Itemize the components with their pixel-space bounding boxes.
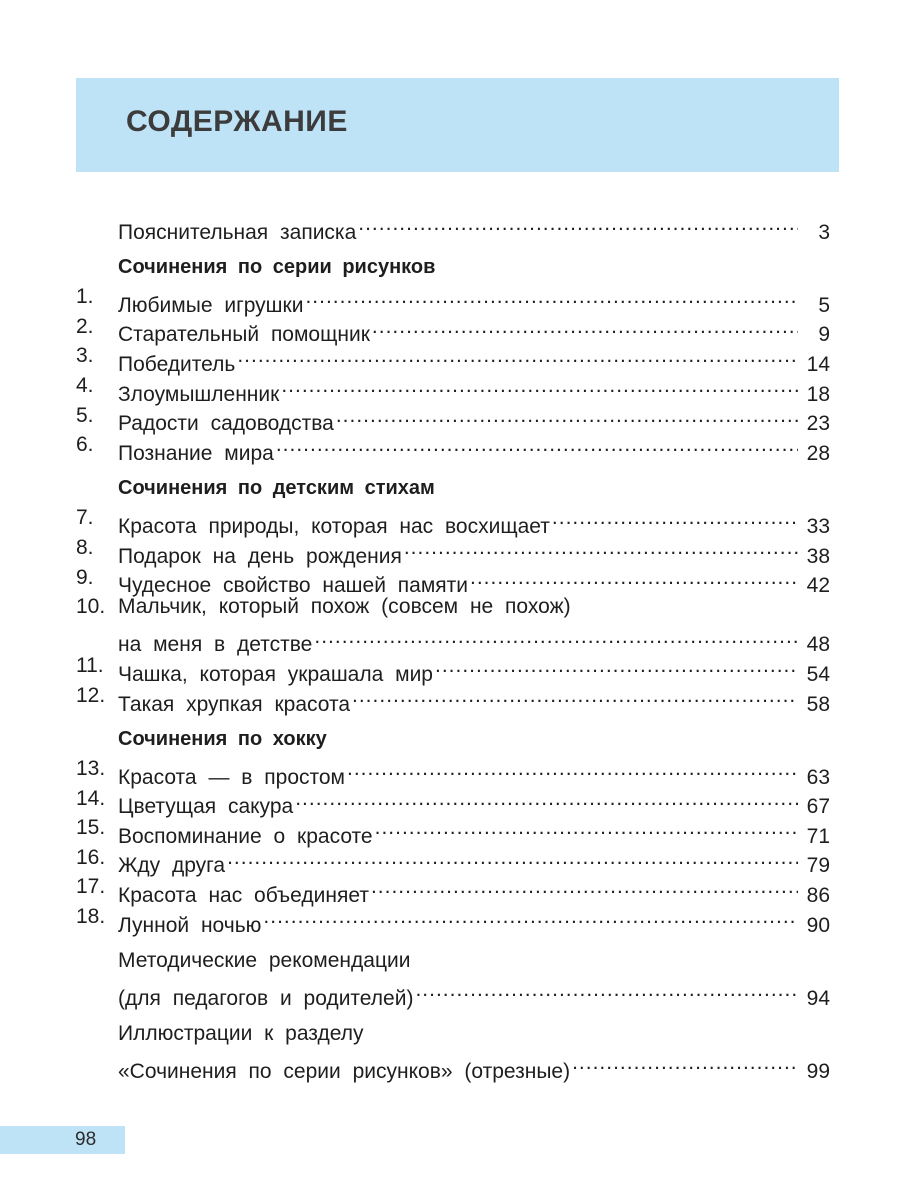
entry-page: 99 <box>806 1060 830 1084</box>
dot-leader <box>402 533 798 563</box>
entry-title: Пояснительная записка <box>118 220 357 244</box>
entry-title: Красота — в простом <box>118 765 345 789</box>
dot-leader <box>279 371 798 401</box>
entry-page: 90 <box>806 913 830 937</box>
entry-page: 42 <box>806 574 830 598</box>
entry-title: Познание мира <box>118 441 274 465</box>
entry-number: 12. <box>76 683 106 707</box>
page-number: 98 <box>75 1129 97 1150</box>
entry-page: 86 <box>806 884 830 908</box>
entry-page: 38 <box>806 544 830 568</box>
entry-title-line2: на меня в детстве <box>118 633 313 657</box>
entry-number: 16. <box>76 845 106 869</box>
dot-leader <box>373 813 798 843</box>
entry-title: Лунной ночью <box>118 913 262 937</box>
entry-number: 17. <box>76 875 106 899</box>
entry-number: 14. <box>76 786 106 810</box>
dot-leader <box>369 872 798 902</box>
dot-leader <box>274 430 798 460</box>
dot-leader <box>370 312 798 342</box>
entry-number: 11. <box>76 654 104 678</box>
toc-entry[interactable] <box>76 503 830 538</box>
entry-page: 79 <box>806 854 830 878</box>
dot-leader <box>570 1048 798 1078</box>
dot-leader <box>345 754 798 784</box>
entry-title: Такая хрупкая красота <box>118 692 351 716</box>
dot-leader <box>261 902 798 932</box>
entry-title: Чашка, которая украшала мир <box>118 662 433 686</box>
dot-leader <box>413 975 798 1005</box>
page-number-box <box>0 1126 125 1154</box>
entry-page: 94 <box>806 986 830 1010</box>
toc-entry-continuation[interactable] <box>76 1048 830 1084</box>
entry-title: Воспоминание о красоте <box>118 824 373 848</box>
entry-number: 5. <box>76 403 94 427</box>
entry-title-line2: (для педагогов и родителей) <box>118 986 414 1010</box>
table-of-contents <box>76 209 830 1084</box>
entry-number: 6. <box>76 433 94 457</box>
section-title: Сочинения по детским стихам <box>118 476 435 499</box>
toc-entry[interactable] <box>76 813 830 848</box>
toc-entry[interactable] <box>76 563 830 598</box>
dot-leader <box>312 622 798 652</box>
entry-title-line1: Иллюстрации к разделу <box>118 1021 364 1045</box>
toc-entry[interactable] <box>76 371 830 406</box>
entry-page: 18 <box>806 382 830 406</box>
toc-entry-continuation[interactable] <box>76 975 830 1010</box>
section-heading-poems <box>76 474 830 504</box>
page-title: СОДЕРЖАНИЕ <box>126 105 348 138</box>
dot-leader <box>350 681 798 711</box>
dot-leader <box>293 784 798 814</box>
entry-page: 63 <box>806 765 830 789</box>
toc-entry[interactable] <box>76 902 830 937</box>
entry-page: 14 <box>806 352 830 376</box>
dot-leader <box>468 563 798 593</box>
toc-entry[interactable] <box>76 533 830 568</box>
entry-title: Жду друга <box>118 854 226 878</box>
toc-entry-methods[interactable] <box>76 946 830 976</box>
entry-page: 48 <box>806 633 830 657</box>
toc-entry[interactable] <box>76 282 830 317</box>
toc-entry-intro[interactable] <box>76 209 830 244</box>
toc-entry[interactable] <box>76 430 830 465</box>
entry-page: 58 <box>806 692 830 716</box>
entry-title: Любимые игрушки <box>118 293 304 317</box>
dot-leader <box>433 651 798 681</box>
entry-page: 9 <box>818 323 830 347</box>
entry-title: Победитель <box>118 352 236 376</box>
section-title: Сочинения по хокку <box>118 727 327 750</box>
toc-entry-illustrations[interactable] <box>76 1019 830 1049</box>
toc-entry-multiline[interactable] <box>76 592 830 622</box>
entry-number: 13. <box>76 757 106 781</box>
toc-entry[interactable] <box>76 401 830 436</box>
entry-number: 4. <box>76 373 94 397</box>
entry-title-line1: Мальчик, который похож (совсем не похож) <box>118 595 571 619</box>
dot-leader <box>550 503 798 533</box>
entry-number: 15. <box>76 816 106 840</box>
entry-number: 18. <box>76 905 106 929</box>
entry-number: 9. <box>76 565 94 589</box>
dot-leader <box>303 282 798 312</box>
toc-entry[interactable] <box>76 681 830 716</box>
entry-number: 2. <box>76 314 94 338</box>
header-banner <box>76 78 839 172</box>
entry-title: Красота нас объединяет <box>118 884 369 908</box>
toc-entry[interactable] <box>76 784 830 819</box>
entry-number: 3. <box>76 344 94 368</box>
entry-title: Старательный помощник <box>118 323 370 347</box>
dot-leader <box>334 401 798 431</box>
section-heading-haiku <box>76 725 830 755</box>
entry-page: 3 <box>818 220 830 244</box>
entry-number: 10. <box>76 595 106 619</box>
dot-leader <box>235 341 798 371</box>
entry-number: 8. <box>76 535 94 559</box>
entry-page: 28 <box>806 441 830 465</box>
toc-entry[interactable] <box>76 341 830 376</box>
toc-entry[interactable] <box>76 872 830 908</box>
entry-title: Чудесное свойство нашей памяти <box>118 574 468 598</box>
entry-page: 23 <box>806 412 830 436</box>
entry-title: Цветущая сакура <box>118 795 294 819</box>
entry-title: Злоумышленник <box>118 382 280 406</box>
section-heading-series <box>76 253 830 283</box>
toc-entry[interactable] <box>76 312 830 347</box>
entry-number: 1. <box>76 285 94 309</box>
entry-title: Подарок на день рождения <box>118 544 402 568</box>
toc-entry[interactable] <box>76 843 830 878</box>
dot-leader <box>356 209 798 239</box>
toc-entry[interactable] <box>76 754 830 789</box>
entry-title-line1: Методические рекомендации <box>118 948 411 972</box>
toc-entry[interactable] <box>76 651 830 686</box>
entry-title: Радости садоводства <box>118 412 334 436</box>
entry-page: 54 <box>806 662 830 686</box>
dot-leader <box>225 843 798 873</box>
entry-page: 5 <box>818 293 830 317</box>
toc-entry-continuation[interactable] <box>76 622 830 657</box>
entry-title-line2: «Сочинения по серии рисунков» (отрезные) <box>118 1060 571 1084</box>
entry-number: 7. <box>76 506 94 530</box>
entry-page: 71 <box>806 824 830 848</box>
entry-title: Красота природы, которая нас восхищает <box>118 514 550 538</box>
entry-page: 33 <box>806 514 830 538</box>
section-title: Сочинения по серии рисунков <box>118 255 436 278</box>
entry-page: 67 <box>806 795 830 819</box>
